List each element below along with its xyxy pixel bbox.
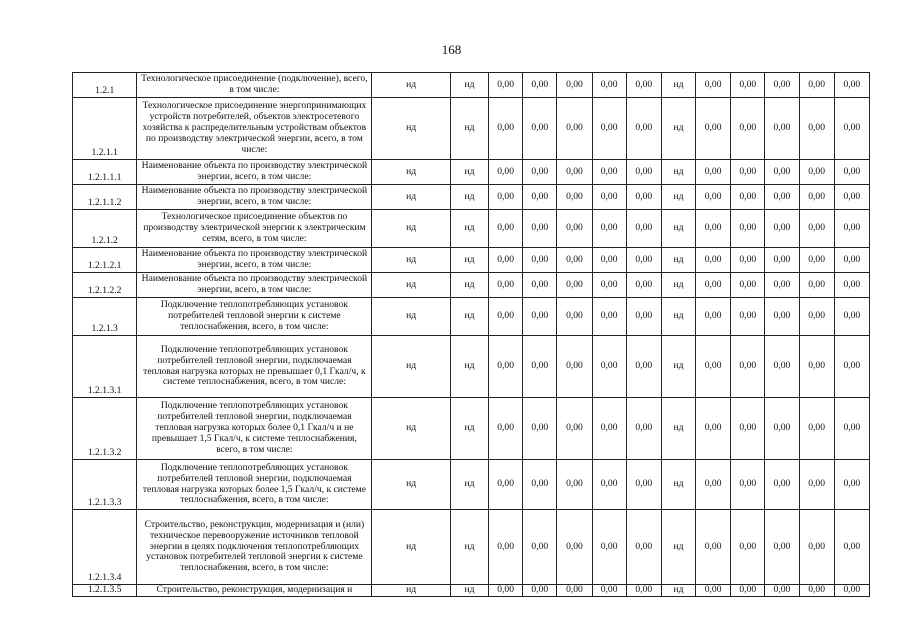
value-cell: 0,00 <box>834 185 869 210</box>
value-cell: 0,00 <box>765 73 799 98</box>
value-cell: 0,00 <box>626 185 661 210</box>
value-cell: 0,00 <box>834 273 869 298</box>
table-row <box>73 98 870 160</box>
row-name: Подключение теплопотребляющих установок потребителей тепловой энергии к системе теплоснабжения, всего, в том числе: <box>137 298 372 336</box>
value-cell: нд <box>661 398 695 460</box>
value-cell: нд <box>372 336 450 398</box>
value-cell: нд <box>372 248 450 273</box>
value-cell: нд <box>372 160 450 185</box>
value-cell: 0,00 <box>592 398 626 460</box>
value-cell: 0,00 <box>731 510 765 585</box>
table-row <box>73 185 870 210</box>
value-cell: 0,00 <box>557 460 592 510</box>
value-cell: 0,00 <box>799 185 834 210</box>
value-cell: 0,00 <box>523 398 557 460</box>
row-code: 1.2.1.3.4 <box>73 510 137 585</box>
value-cell: 0,00 <box>834 248 869 273</box>
value-cell: нд <box>450 336 488 398</box>
value-cell: 0,00 <box>731 98 765 160</box>
value-cell: 0,00 <box>489 398 523 460</box>
value-cell: 0,00 <box>523 336 557 398</box>
table-row <box>73 398 870 460</box>
value-cell: нд <box>450 585 488 597</box>
value-cell: 0,00 <box>489 510 523 585</box>
value-cell: 0,00 <box>731 273 765 298</box>
value-cell: 0,00 <box>557 398 592 460</box>
value-cell: нд <box>661 298 695 336</box>
value-cell: нд <box>661 336 695 398</box>
row-name: Технологическое присоединение (подключение), всего, в том числе: <box>137 73 372 98</box>
table-row <box>73 210 870 248</box>
value-cell: 0,00 <box>696 585 731 597</box>
value-cell: 0,00 <box>696 298 731 336</box>
value-cell: 0,00 <box>731 160 765 185</box>
data-table <box>72 72 870 597</box>
value-cell: нд <box>450 298 488 336</box>
value-cell: 0,00 <box>799 160 834 185</box>
value-cell: нд <box>450 273 488 298</box>
value-cell: 0,00 <box>523 98 557 160</box>
value-cell: 0,00 <box>731 336 765 398</box>
value-cell: 0,00 <box>731 585 765 597</box>
value-cell: 0,00 <box>696 398 731 460</box>
value-cell: 0,00 <box>557 273 592 298</box>
value-cell: 0,00 <box>592 510 626 585</box>
value-cell: 0,00 <box>489 298 523 336</box>
value-cell: 0,00 <box>799 98 834 160</box>
row-name: Технологическое присоединение энергопринимающих устройств потребителей, объектов электросетевого хозяйства к распределительным устройствам объектов по производству электрической энергии, всего, в том числе: <box>137 98 372 160</box>
value-cell: нд <box>661 210 695 248</box>
value-cell: нд <box>372 273 450 298</box>
value-cell: нд <box>661 585 695 597</box>
value-cell: 0,00 <box>626 273 661 298</box>
value-cell: 0,00 <box>592 210 626 248</box>
value-cell: нд <box>372 73 450 98</box>
value-cell: 0,00 <box>696 185 731 210</box>
value-cell: 0,00 <box>626 585 661 597</box>
value-cell: нд <box>661 460 695 510</box>
value-cell: 0,00 <box>592 160 626 185</box>
value-cell: 0,00 <box>696 98 731 160</box>
row-code: 1.2.1.3.3 <box>73 460 137 510</box>
value-cell: 0,00 <box>592 73 626 98</box>
value-cell: 0,00 <box>834 210 869 248</box>
value-cell: 0,00 <box>557 160 592 185</box>
value-cell: 0,00 <box>592 98 626 160</box>
row-code: 1.2.1.1.2 <box>73 185 137 210</box>
row-name: Наименование объекта по производству электрической энергии, всего, в том числе: <box>137 273 372 298</box>
value-cell: 0,00 <box>557 98 592 160</box>
value-cell: нд <box>661 248 695 273</box>
value-cell: 0,00 <box>626 336 661 398</box>
value-cell: 0,00 <box>626 248 661 273</box>
value-cell: 0,00 <box>523 273 557 298</box>
value-cell: 0,00 <box>489 336 523 398</box>
value-cell: 0,00 <box>696 160 731 185</box>
value-cell: нд <box>450 398 488 460</box>
value-cell: 0,00 <box>523 248 557 273</box>
value-cell: 0,00 <box>696 248 731 273</box>
value-cell: 0,00 <box>489 73 523 98</box>
value-cell: нд <box>450 73 488 98</box>
value-cell: 0,00 <box>557 185 592 210</box>
value-cell: 0,00 <box>523 160 557 185</box>
value-cell: нд <box>372 460 450 510</box>
table-row <box>73 160 870 185</box>
value-cell: 0,00 <box>799 298 834 336</box>
row-code: 1.2.1.1.1 <box>73 160 137 185</box>
value-cell: 0,00 <box>834 298 869 336</box>
value-cell: нд <box>661 98 695 160</box>
table-row <box>73 585 870 597</box>
value-cell: 0,00 <box>523 298 557 336</box>
value-cell: нд <box>372 298 450 336</box>
row-code: 1.2.1.3.2 <box>73 398 137 460</box>
row-code: 1.2.1.3 <box>73 298 137 336</box>
value-cell: 0,00 <box>557 336 592 398</box>
value-cell: 0,00 <box>834 336 869 398</box>
value-cell: 0,00 <box>489 210 523 248</box>
value-cell: 0,00 <box>489 160 523 185</box>
value-cell: нд <box>661 510 695 585</box>
value-cell: 0,00 <box>765 336 799 398</box>
value-cell: 0,00 <box>489 185 523 210</box>
value-cell: 0,00 <box>834 460 869 510</box>
value-cell: нд <box>450 460 488 510</box>
value-cell: 0,00 <box>799 510 834 585</box>
value-cell: 0,00 <box>696 73 731 98</box>
row-name: Подключение теплопотребляющих установок потребителей тепловой энергии, подключаемая тепловая нагрузка которых не превышает 0,1 Гкал/ч, к системе теплоснабжения, всего, в том числе: <box>137 336 372 398</box>
value-cell: нд <box>372 510 450 585</box>
value-cell: 0,00 <box>799 210 834 248</box>
value-cell: 0,00 <box>626 210 661 248</box>
value-cell: 0,00 <box>523 510 557 585</box>
value-cell: 0,00 <box>557 298 592 336</box>
value-cell: 0,00 <box>799 73 834 98</box>
value-cell: 0,00 <box>731 298 765 336</box>
table-row <box>73 510 870 585</box>
page-number: 168 <box>441 42 462 57</box>
row-name: Наименование объекта по производству электрической энергии, всего, в том числе: <box>137 185 372 210</box>
value-cell: 0,00 <box>557 73 592 98</box>
value-cell: 0,00 <box>696 336 731 398</box>
value-cell: 0,00 <box>626 398 661 460</box>
value-cell: 0,00 <box>765 160 799 185</box>
row-code: 1.2.1 <box>73 73 137 98</box>
table-row <box>73 248 870 273</box>
value-cell: 0,00 <box>626 98 661 160</box>
value-cell: 0,00 <box>765 298 799 336</box>
table-row <box>73 460 870 510</box>
row-code: 1.2.1.2 <box>73 210 137 248</box>
value-cell: нд <box>372 185 450 210</box>
row-name: Подключение теплопотребляющих установок потребителей тепловой энергии, подключаемая тепловая нагрузка которых более 1,5 Гкал/ч, к системе теплоснабжения, всего, в том числе: <box>137 460 372 510</box>
row-name: Строительство, реконструкция, модернизация и (или) техническое перевооружение источников тепловой энергии в целях подключения теплопотребляющих установок потребителей тепловой энергии к системе теплоснабжения, всего, в том числе: <box>137 510 372 585</box>
value-cell: 0,00 <box>731 460 765 510</box>
value-cell: нд <box>450 510 488 585</box>
value-cell: 0,00 <box>489 273 523 298</box>
row-code: 1.2.1.2.2 <box>73 273 137 298</box>
value-cell: 0,00 <box>626 160 661 185</box>
value-cell: 0,00 <box>765 398 799 460</box>
value-cell: 0,00 <box>626 460 661 510</box>
row-name: Технологическое присоединение объектов по производству электрической энергии к электрическим сетям, всего, в том числе: <box>137 210 372 248</box>
value-cell: 0,00 <box>834 398 869 460</box>
value-cell: 0,00 <box>489 585 523 597</box>
value-cell: 0,00 <box>696 510 731 585</box>
value-cell: 0,00 <box>557 248 592 273</box>
value-cell: 0,00 <box>626 73 661 98</box>
value-cell: 0,00 <box>523 73 557 98</box>
value-cell: 0,00 <box>765 460 799 510</box>
value-cell: 0,00 <box>731 185 765 210</box>
value-cell: 0,00 <box>799 585 834 597</box>
value-cell: 0,00 <box>557 510 592 585</box>
value-cell: 0,00 <box>489 248 523 273</box>
value-cell: 0,00 <box>626 298 661 336</box>
value-cell: нд <box>450 210 488 248</box>
value-cell: нд <box>450 160 488 185</box>
value-cell: 0,00 <box>731 73 765 98</box>
value-cell: 0,00 <box>799 273 834 298</box>
value-cell: 0,00 <box>592 585 626 597</box>
value-cell: 0,00 <box>523 210 557 248</box>
table-body <box>73 73 870 597</box>
value-cell: 0,00 <box>489 98 523 160</box>
value-cell: 0,00 <box>765 185 799 210</box>
value-cell: нд <box>661 160 695 185</box>
value-cell: 0,00 <box>592 336 626 398</box>
value-cell: 0,00 <box>765 585 799 597</box>
value-cell: нд <box>372 98 450 160</box>
row-code: 1.2.1.3.5 <box>73 585 137 597</box>
value-cell: 0,00 <box>523 585 557 597</box>
value-cell: 0,00 <box>592 185 626 210</box>
value-cell: 0,00 <box>765 248 799 273</box>
value-cell: 0,00 <box>592 273 626 298</box>
value-cell: 0,00 <box>731 210 765 248</box>
value-cell: 0,00 <box>731 398 765 460</box>
value-cell: 0,00 <box>523 460 557 510</box>
value-cell: 0,00 <box>799 336 834 398</box>
value-cell: 0,00 <box>696 210 731 248</box>
value-cell: 0,00 <box>834 585 869 597</box>
row-code: 1.2.1.2.1 <box>73 248 137 273</box>
value-cell: 0,00 <box>557 210 592 248</box>
value-cell: 0,00 <box>557 585 592 597</box>
value-cell: нд <box>450 248 488 273</box>
value-cell: 0,00 <box>523 185 557 210</box>
value-cell: 0,00 <box>489 460 523 510</box>
value-cell: нд <box>450 98 488 160</box>
value-cell: 0,00 <box>731 248 765 273</box>
value-cell: нд <box>661 185 695 210</box>
value-cell: 0,00 <box>592 248 626 273</box>
table-row <box>73 298 870 336</box>
value-cell: 0,00 <box>765 273 799 298</box>
value-cell: 0,00 <box>834 98 869 160</box>
value-cell: 0,00 <box>799 248 834 273</box>
value-cell: 0,00 <box>834 73 869 98</box>
value-cell: нд <box>450 185 488 210</box>
value-cell: 0,00 <box>834 160 869 185</box>
value-cell: нд <box>372 398 450 460</box>
value-cell: 0,00 <box>765 210 799 248</box>
table-row <box>73 336 870 398</box>
row-code: 1.2.1.3.1 <box>73 336 137 398</box>
row-name: Подключение теплопотребляющих установок потребителей тепловой энергии, подключаемая тепловая нагрузка которых более 0,1 Гкал/ч и не превышает 1,5 Гкал/ч, к системе теплоснабжения, всего, в том числе: <box>137 398 372 460</box>
value-cell: нд <box>661 73 695 98</box>
value-cell: нд <box>372 210 450 248</box>
value-cell: 0,00 <box>592 298 626 336</box>
value-cell: 0,00 <box>696 460 731 510</box>
value-cell: 0,00 <box>799 460 834 510</box>
value-cell: 0,00 <box>765 98 799 160</box>
value-cell: нд <box>372 585 450 597</box>
value-cell: 0,00 <box>834 510 869 585</box>
value-cell: 0,00 <box>626 510 661 585</box>
row-name: Наименование объекта по производству электрической энергии, всего, в том числе: <box>137 248 372 273</box>
table-row <box>73 273 870 298</box>
row-name: Строительство, реконструкция, модернизация и <box>137 585 372 597</box>
row-name: Наименование объекта по производству электрической энергии, всего, в том числе: <box>137 160 372 185</box>
value-cell: 0,00 <box>592 460 626 510</box>
table-row <box>73 73 870 98</box>
value-cell: 0,00 <box>799 398 834 460</box>
value-cell: 0,00 <box>765 510 799 585</box>
value-cell: 0,00 <box>696 273 731 298</box>
value-cell: нд <box>661 273 695 298</box>
row-code: 1.2.1.1 <box>73 98 137 160</box>
